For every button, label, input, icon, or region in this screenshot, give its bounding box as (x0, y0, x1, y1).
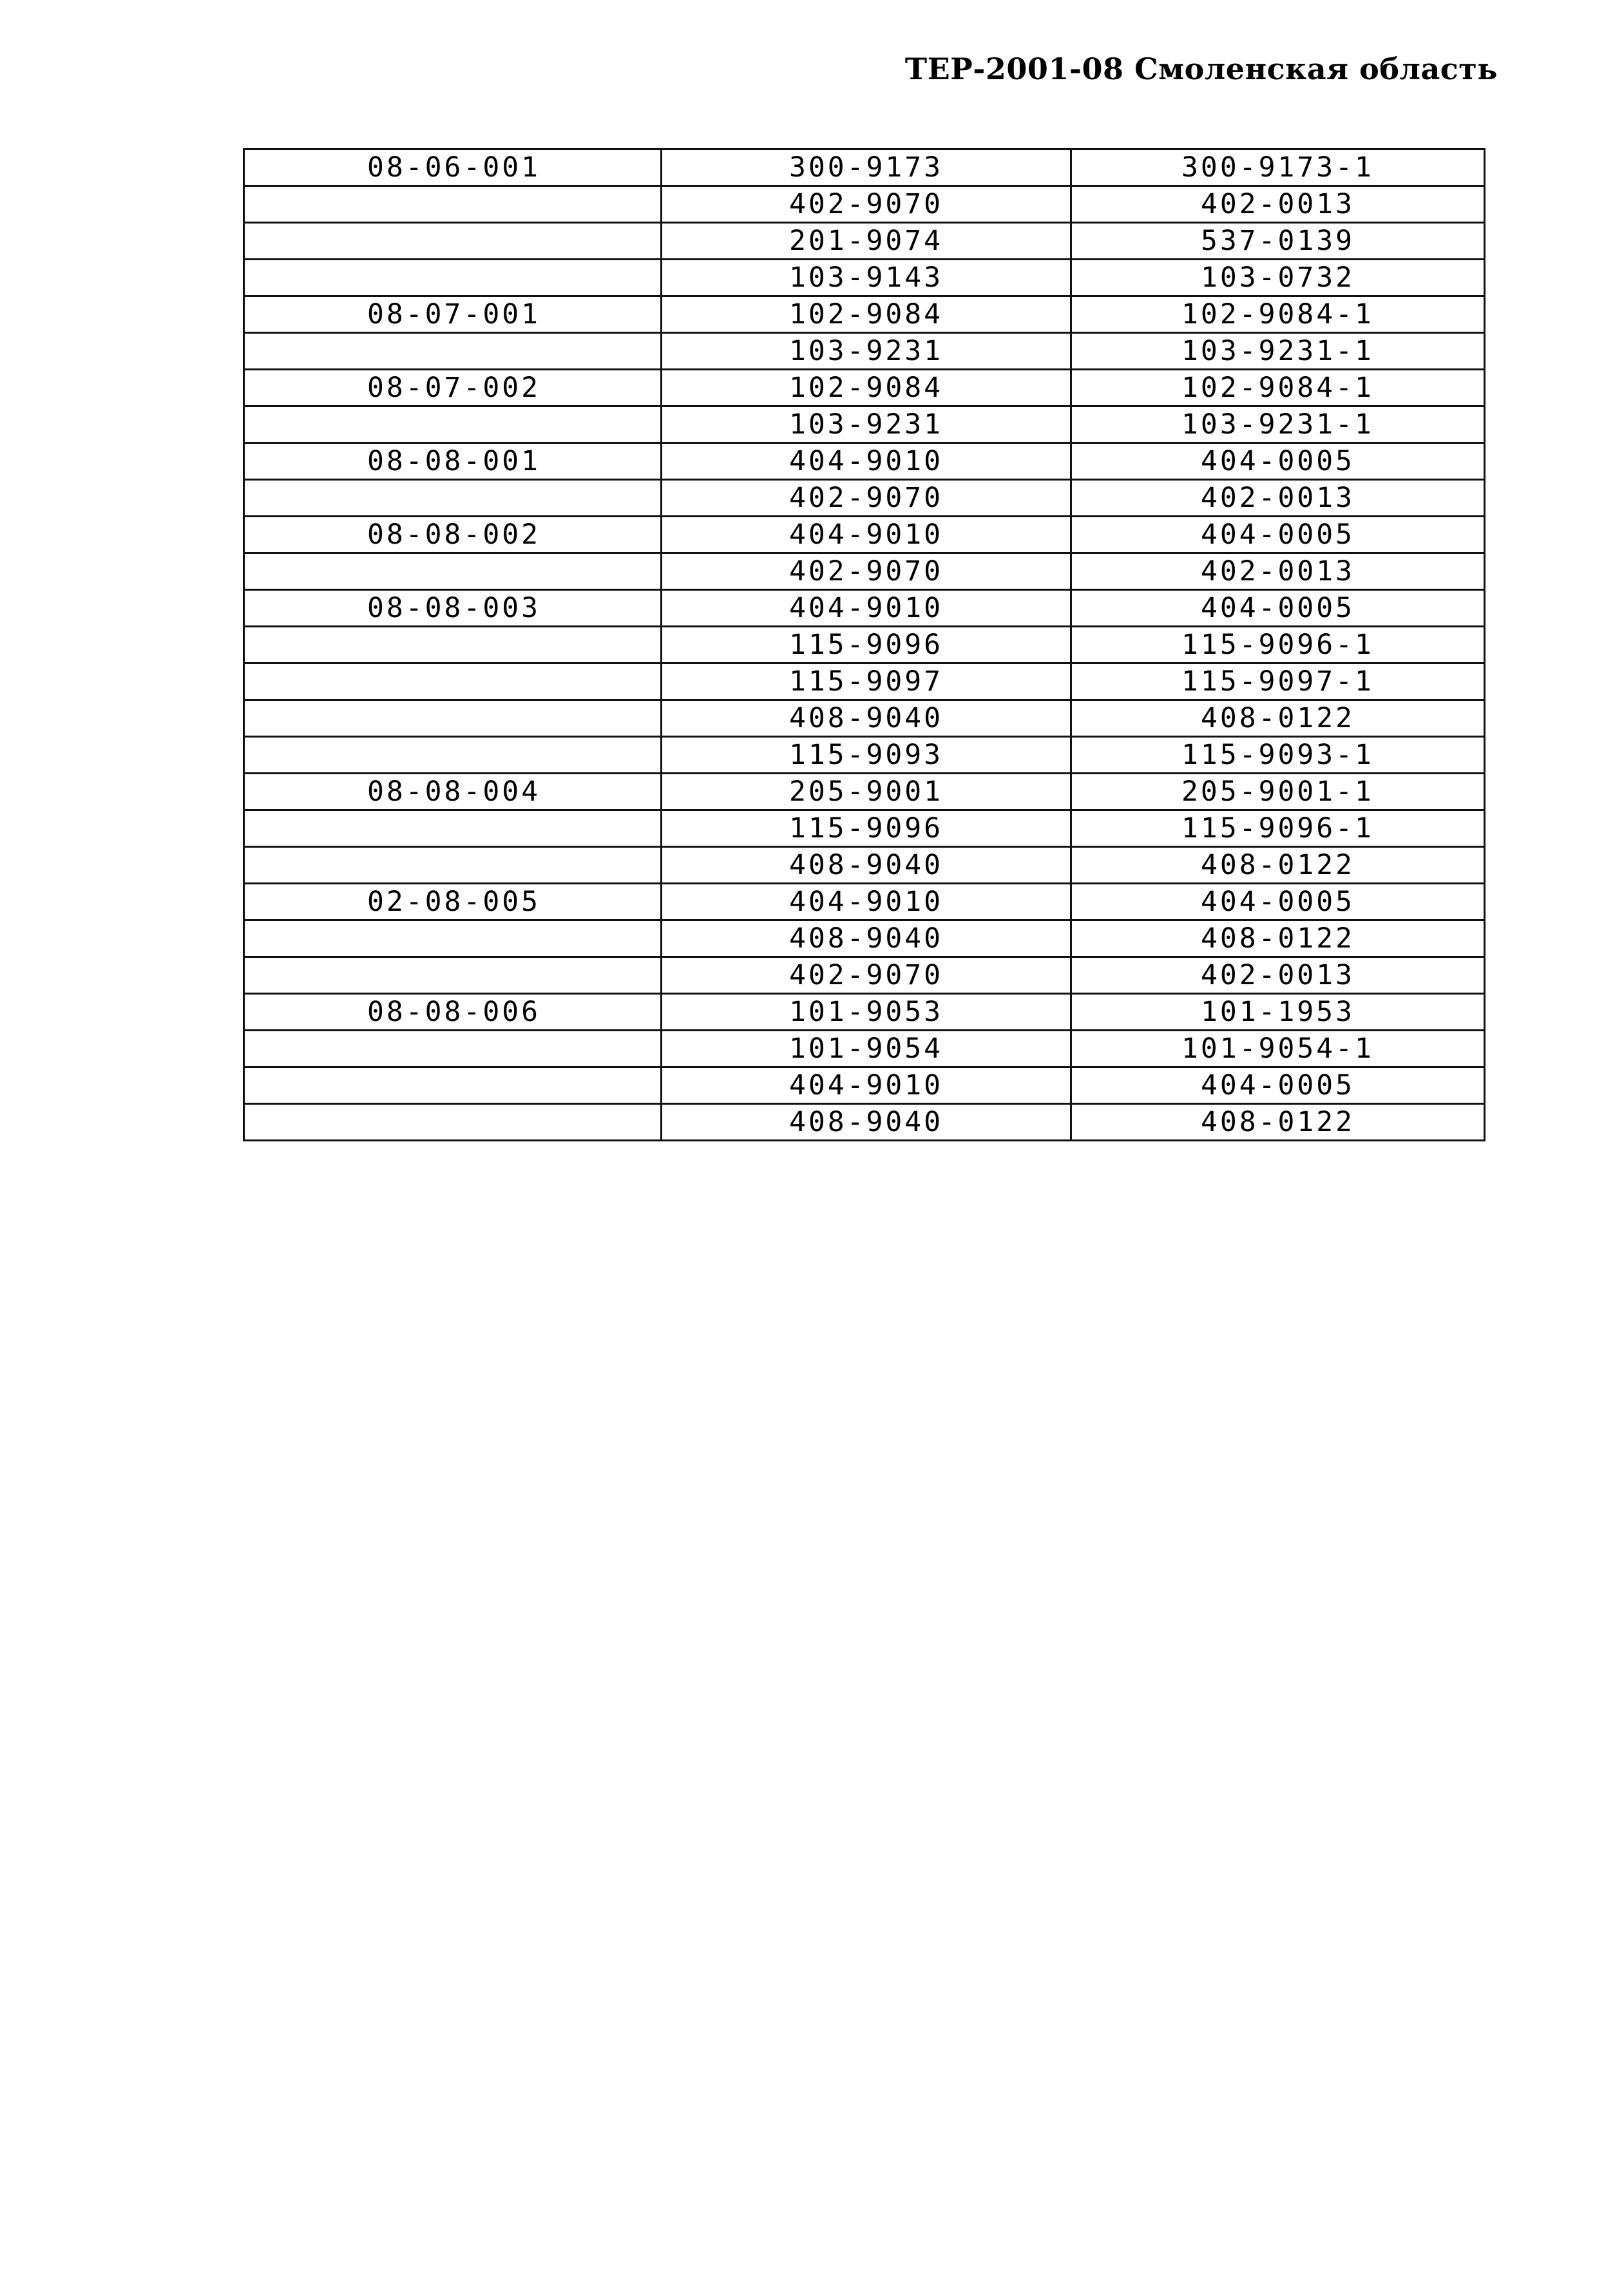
new-code-cell: 408-0122 (1071, 847, 1485, 884)
table-row (244, 517, 1485, 553)
table-row (244, 663, 1485, 700)
code-cell (244, 1067, 662, 1104)
old-code-cell: 101-9053 (662, 994, 1071, 1031)
old-code-cell: 115-9097 (662, 663, 1071, 700)
table-row (244, 1031, 1485, 1067)
old-code-cell: 115-9093 (662, 737, 1071, 774)
new-code-cell: 404-0005 (1071, 517, 1485, 553)
new-code-cell: 404-0005 (1071, 443, 1485, 480)
new-code-cell: 402-0013 (1071, 553, 1485, 590)
old-code-cell: 408-9040 (662, 700, 1071, 737)
table-row (244, 590, 1485, 627)
table-body (244, 149, 1485, 1141)
new-code-cell: 103-9231-1 (1071, 406, 1485, 443)
old-code-cell: 402-9070 (662, 553, 1071, 590)
code-cell (244, 810, 662, 847)
old-code-cell: 404-9010 (662, 884, 1071, 920)
code-cell (244, 663, 662, 700)
new-code-cell: 205-9001-1 (1071, 774, 1485, 810)
new-code-cell: 404-0005 (1071, 884, 1485, 920)
new-code-cell: 102-9084-1 (1071, 370, 1485, 406)
table-row (244, 260, 1485, 296)
new-code-cell: 101-1953 (1071, 994, 1485, 1031)
code-cell: 08-07-002 (244, 370, 662, 406)
new-code-cell: 404-0005 (1071, 1067, 1485, 1104)
old-code-cell: 103-9143 (662, 260, 1071, 296)
table-row (244, 774, 1485, 810)
table-row (244, 223, 1485, 260)
code-cell (244, 1104, 662, 1141)
table-row (244, 333, 1485, 370)
code-cell: 08-08-004 (244, 774, 662, 810)
code-cell: 08-07-001 (244, 296, 662, 333)
table-row (244, 957, 1485, 994)
code-cell (244, 553, 662, 590)
code-cell (244, 737, 662, 774)
code-cell (244, 1031, 662, 1067)
new-code-cell: 408-0122 (1071, 700, 1485, 737)
new-code-cell: 102-9084-1 (1071, 296, 1485, 333)
resource-code-table (243, 148, 1485, 1141)
table-row (244, 370, 1485, 406)
table-row (244, 994, 1485, 1031)
page-title: ТЕР-2001-08 Смоленская область (904, 52, 1498, 86)
old-code-cell: 404-9010 (662, 443, 1071, 480)
code-cell (244, 406, 662, 443)
table-row (244, 1067, 1485, 1104)
table-row (244, 920, 1485, 957)
new-code-cell: 103-9231-1 (1071, 333, 1485, 370)
table-row (244, 480, 1485, 517)
code-cell (244, 920, 662, 957)
code-cell: 08-08-001 (244, 443, 662, 480)
old-code-cell: 408-9040 (662, 847, 1071, 884)
table-row (244, 406, 1485, 443)
table-row (244, 443, 1485, 480)
table-row (244, 884, 1485, 920)
table-row (244, 810, 1485, 847)
table-row (244, 627, 1485, 663)
old-code-cell: 201-9074 (662, 223, 1071, 260)
new-code-cell: 402-0013 (1071, 480, 1485, 517)
table-row (244, 186, 1485, 223)
code-cell (244, 627, 662, 663)
code-cell (244, 223, 662, 260)
old-code-cell: 402-9070 (662, 186, 1071, 223)
code-cell: 08-08-006 (244, 994, 662, 1031)
old-code-cell: 402-9070 (662, 480, 1071, 517)
code-cell (244, 700, 662, 737)
code-cell (244, 333, 662, 370)
old-code-cell: 300-9173 (662, 149, 1071, 186)
code-cell: 08-08-003 (244, 590, 662, 627)
new-code-cell: 103-0732 (1071, 260, 1485, 296)
old-code-cell: 408-9040 (662, 920, 1071, 957)
new-code-cell: 404-0005 (1071, 590, 1485, 627)
old-code-cell: 103-9231 (662, 333, 1071, 370)
old-code-cell: 115-9096 (662, 627, 1071, 663)
old-code-cell: 404-9010 (662, 590, 1071, 627)
new-code-cell: 408-0122 (1071, 1104, 1485, 1141)
new-code-cell: 402-0013 (1071, 186, 1485, 223)
code-cell (244, 480, 662, 517)
table-row (244, 1104, 1485, 1141)
old-code-cell: 404-9010 (662, 517, 1071, 553)
code-cell (244, 847, 662, 884)
old-code-cell: 102-9084 (662, 370, 1071, 406)
new-code-cell: 115-9096-1 (1071, 627, 1485, 663)
new-code-cell: 101-9054-1 (1071, 1031, 1485, 1067)
table-row (244, 700, 1485, 737)
table-row (244, 149, 1485, 186)
old-code-cell: 404-9010 (662, 1067, 1071, 1104)
old-code-cell: 205-9001 (662, 774, 1071, 810)
code-cell (244, 957, 662, 994)
new-code-cell: 408-0122 (1071, 920, 1485, 957)
new-code-cell: 402-0013 (1071, 957, 1485, 994)
old-code-cell: 101-9054 (662, 1031, 1071, 1067)
new-code-cell: 537-0139 (1071, 223, 1485, 260)
new-code-cell: 115-9093-1 (1071, 737, 1485, 774)
code-cell: 08-06-001 (244, 149, 662, 186)
code-cell: 08-08-002 (244, 517, 662, 553)
old-code-cell: 408-9040 (662, 1104, 1071, 1141)
code-cell (244, 186, 662, 223)
old-code-cell: 103-9231 (662, 406, 1071, 443)
new-code-cell: 115-9097-1 (1071, 663, 1485, 700)
table-row (244, 737, 1485, 774)
table-row (244, 553, 1485, 590)
old-code-cell: 115-9096 (662, 810, 1071, 847)
old-code-cell: 102-9084 (662, 296, 1071, 333)
table-row (244, 847, 1485, 884)
new-code-cell: 115-9096-1 (1071, 810, 1485, 847)
table-row (244, 296, 1485, 333)
code-cell (244, 260, 662, 296)
code-cell: 02-08-005 (244, 884, 662, 920)
old-code-cell: 402-9070 (662, 957, 1071, 994)
new-code-cell: 300-9173-1 (1071, 149, 1485, 186)
